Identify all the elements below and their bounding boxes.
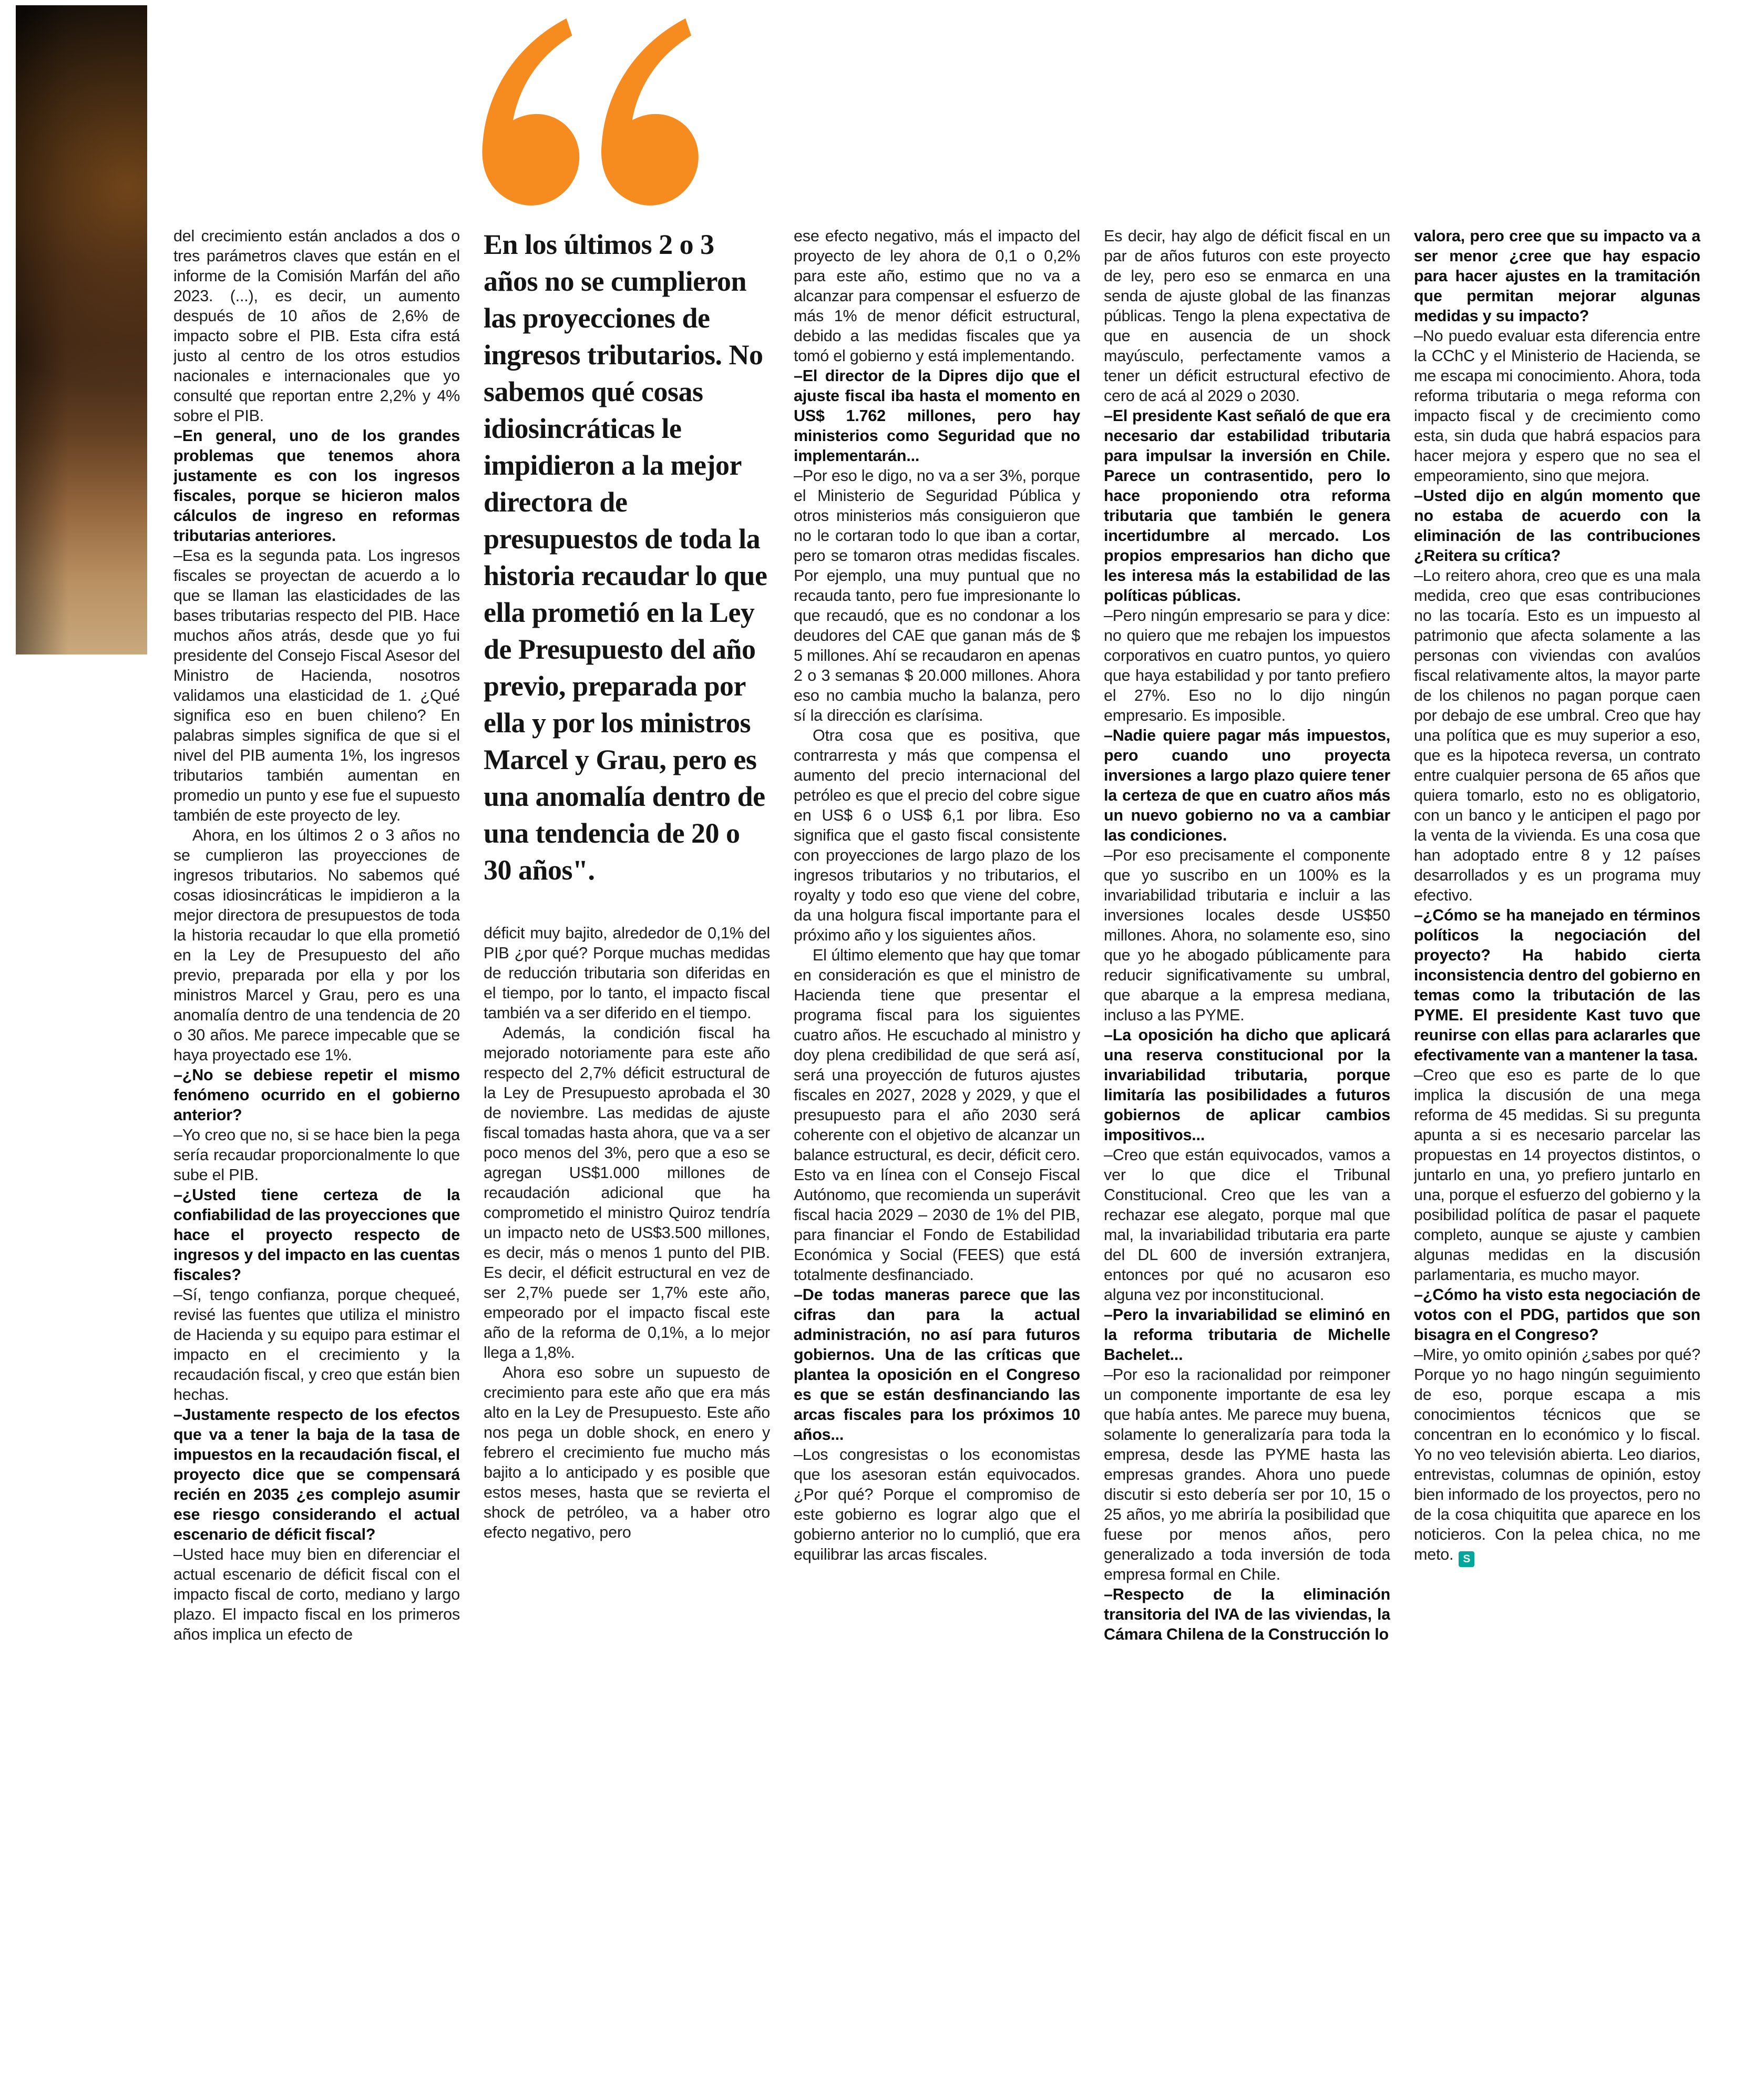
- paragraph: –Por eso precisamente el componente que yo suscribo en un 100% es la invariabilidad tributaria e incluir a las inversiones locales desde US$50 millones. Ahora, no solamente eso, sino que yo he abogado públicamente para reducir significativamente su umbral, que abarque a la empresa mediana, incluso a las PYME.: [1104, 846, 1390, 1024]
- paragraph: –Justamente respecto de los efectos que va a tener la baja de la tasa de impuestos en la recaudación fiscal, el proyecto dice que se compensará recién en 2035 ¿es complejo asumir ese riesgo considerando el actual escenario de déficit fiscal?: [173, 1406, 460, 1543]
- paragraph: –De todas maneras parece que las cifras dan para la actual administración, no así para futuros gobiernos. Una de las críticas que plantea la oposición en el Congreso es que se están desfinanciando las arcas fiscales para los próximos 10 años...: [794, 1286, 1080, 1444]
- paragraph: El último elemento que hay que tomar en consideración es que el ministro de Hacienda tiene que presentar el programa fiscal para los siguientes cuatro años. He escuchado al ministro y doy plena credibilidad de que será así, será una proyección de futuros ajustes fiscales en 2027, 2028 y 2029, y que el presupuesto para el año 2030 será coherente con el objetivo de alcanzar un balance estructural, es decir, déficit cero. Esto va en línea con el Consejo Fiscal Autónomo, que recomienda un superávit fiscal hacia 2029 – 2030 de 1% del PIB, para financiar el Fondo de Estabilidad Económica y Social (FEES) que está totalmente desfinanciado.: [794, 946, 1080, 1284]
- paragraph: –Lo reitero ahora, creo que es una mala medida, creo que esas contribuciones no las tocaría. Esto es un impuesto al patrimonio que afecta solamente a las personas con viviendas con avalúos fiscal relativamente altos, la mayor parte de los chilenos no pagan porque caen por debajo de ese umbral. Creo que hay una política que es muy superior a eso, que es la hipoteca reversa, un contrato entre cualquier persona de 65 años que quiera tomarlo, esto no es obligatorio, con un banco y le anticipen el pago por la venta de la vivienda. Es una cosa que han adoptado entre 8 y 12 países desarrollados y es un programa muy efectivo.: [1414, 567, 1700, 904]
- paragraph: –Mire, yo omito opinión ¿sabes por qué? Porque yo no hago ningún seguimiento de eso, porque escapa a mis conocimientos técnicos que se concentran en lo económico y lo fiscal. Yo no veo televisión abierta. Leo diarios, entrevistas, columnas de opinión, estoy bien informado de los proyectos, pero no de la cosa chiquitita que aparece en los noticieros. Con la pelea chica, no me meto. S: [1414, 1345, 1700, 1567]
- paragraph: –Pero ningún empresario se para y dice: no quiero que me rebajen los impuestos corporativos en cuatro puntos, yo quiero que haya estabilidad y por tanto prefiero el 27%. Eso no lo dijo ningún empresario. Es imposible.: [1104, 607, 1390, 724]
- text-column-4: [1104, 226, 1390, 2063]
- paragraph: valora, pero cree que su impacto va a ser menor ¿cree que hay espacio para hacer ajustes en la tramitación que permitan mejorar algunas medidas y su impacto?: [1414, 227, 1700, 325]
- paragraph: Ahora, en los últimos 2 o 3 años no se cumplieron las proyecciones de ingresos tributarios. No sabemos qué cosas idiosincráticas le impidieron a la mejor directora de presupuestos de toda la historia recaudar lo que ella prometió en la Ley de Presupuesto del año previo, preparada por ella y por los ministros Marcel y Grau, pero es una anomalía dentro de una tendencia de 20 o 30 años. Me parece impecable que se haya proyectado ese 1%.: [173, 826, 460, 1064]
- paragraph: Otra cosa que es positiva, que contrarresta y más que compensa el aumento del precio internacional del petróleo es que el precio del cobre sigue en US$ 6 o US$ 6,1 por libra. Eso significa que el gasto fiscal consistente con proyecciones de largo plazo de los ingresos tributarios y no tributarios, el royalty y todo eso que viene del cobre, da una holgura fiscal importante para el próximo año y los siguientes años.: [794, 726, 1080, 944]
- paragraph: –Esa es la segunda pata. Los ingresos fiscales se proyectan de acuerdo a lo que se llaman las elasticidades de las bases tributarias respecto del PIB. Hace muchos años atrás, desde que yo fui presidente del Consejo Fiscal Asesor del Ministro de Hacienda, nosotros validamos una elasticidad de 1. ¿Qué significa eso en buen chileno? En palabras simples significa de que si el nivel del PIB aumenta 1%, los ingresos tributarios también aumentan en promedio un punto y ese fue el supuesto también de este proyecto de ley.: [173, 547, 460, 824]
- paragraph: –La oposición ha dicho que aplicará una reserva constitucional por la invariabilidad tributaria, porque limitaría las posibilidades a futuros gobiernos de aplicar cambios impositivos...: [1104, 1026, 1390, 1144]
- quote-mark-icon: [473, 9, 702, 220]
- paragraph: –Respecto de la eliminación transitoria del IVA de las viviendas, la Cámara Chilena de la Construcción lo: [1104, 1585, 1390, 1643]
- paragraph: –Por eso le digo, no va a ser 3%, porque el Ministerio de Seguridad Pública y otros ministerios más consiguieron que no le cortaran todo lo que iban a cortar, pero se tomaron otras medidas fiscales. Por ejemplo, una muy puntual que no recauda tanto, pero fue impresionante lo que recaudó, que es no condonar a los deudores del CAE que ganan más de $ 5 millones. Ahí se recaudaron en apenas 2 o 3 semanas $ 20.000 millones. Ahora eso no cambia mucho la balanza, pero sí la dirección es clarísima.: [794, 467, 1080, 724]
- text-column-1: [173, 226, 460, 2063]
- paragraph: Ahora eso sobre un supuesto de crecimiento para este año que era más alto en la Ley de Presupuesto. Este año nos pega un doble shock, en enero y febrero el crecimiento fue mucho más bajito a lo anticipado y es posible que estos meses, hasta que se revierta el shock de petróleo, va a haber otro efecto negativo, pero: [484, 1364, 770, 1541]
- paragraph: Además, la condición fiscal ha mejorado notoriamente para este año respecto del 2,7% déficit estructural de la Ley de Presupuesto aprobada el 30 de noviembre. Las medidas de ajuste fiscal tomadas hasta ahora, que va a ser poco menos del 3%, pero que a eso se agregan US$1.000 millones de recaudación adicional que ha comprometido el ministro Quiroz tendría un impacto neto de US$3.500 millones, es decir, más o menos 1 punto del PIB. Es decir, el déficit estructural en vez de ser 2,7% puede ser 1,7% este año, empeorado por el impacto fiscal este año de la reforma de 0,1%, a lo mejor llega a 1,8%.: [484, 1024, 770, 1362]
- paragraph: –Los congresistas o los economistas que los asesoran están equivocados. ¿Por qué? Porque el compromiso de este gobierno es lograr algo que el gobierno anterior no lo cumplió, que era equilibrar las arcas fiscales.: [794, 1446, 1080, 1563]
- pull-quote: En los últimos 2 o 3 años no se cumplieron las proyecciones de ingresos tributarios. No sabemos qué cosas idiosincráticas le impidieron a la mejor directora de presupuestos de toda la historia recaudar lo que ella prometió en la Ley de Presupuesto del año previo, preparada por ella y por los ministros Marcel y Grau, pero es una anomalía dentro de una tendencia de 20 o 30 años".: [484, 229, 767, 886]
- paragraph: –¿No se debiese repetir el mismo fenómeno ocurrido en el gobierno anterior?: [173, 1066, 460, 1124]
- text-column-2: [484, 226, 770, 2063]
- paragraph: –Por eso la racionalidad por reimponer un componente importante de esa ley que había antes. Me parece muy buena, solamente lo generalizaría para toda la empresa, desde las PYME hasta las empresas grandes. Ahora uno puede discutir si esto debería ser por 10, 15 o 25 años, yo me abriría la posibilidad que fuese por menos años, pero generalizado a toda inversión de toda empresa formal en Chile.: [1104, 1366, 1390, 1583]
- paragraph: –El presidente Kast señaló de que era necesario dar estabilidad tributaria para impulsar la inversión en Chile. Parece un contrasentido, pero lo hace proponiendo otra reforma tributaria que también le genera incertidumbre al mercado. Los propios empresarios han dicho que les interesa más la estabilidad de las políticas públicas.: [1104, 407, 1390, 605]
- paragraph: –Sí, tengo confianza, porque chequeé, revisé las fuentes que utiliza el ministro de Hacienda y su equipo para estimar el impacto en el crecimiento y la recaudación fiscal, y creo que están bien hechas.: [173, 1286, 460, 1404]
- end-of-article-icon: S: [1459, 1551, 1474, 1567]
- paragraph: –¿Cómo se ha manejado en términos políticos la negociación del proyecto? Ha habido cierta inconsistencia dentro del gobierno en temas como la tributación de las PYME. El presidente Kast tuvo que reunirse con ellas para aclararles que efectivamente van a mantener la tasa.: [1414, 906, 1700, 1064]
- paragraph: –¿Usted tiene certeza de la confiabilidad de las proyecciones que hace el proyecto respecto de ingresos y del impacto en las cuentas fiscales?: [173, 1186, 460, 1284]
- paragraph: –Creo que eso es parte de lo que implica la discusión de una mega reforma de 45 medidas. Si su pregunta apunta a si es necesario parcelar las propuestas en 14 proyectos distintos, o juntarlo en una, yo prefiero juntarlo en una, porque el esfuerzo del gobierno y la posibilidad política de pasar el paquete completo, aunque se ajuste y cambien algunas medidas en la discusión parlamentaria, es mucho mayor.: [1414, 1066, 1700, 1284]
- paragraph: ese efecto negativo, más el impacto del proyecto de ley ahora de 0,1 o 0,2% para este año, estimo que no va a alcanzar para compensar el esfuerzo de más 1% de menor déficit estructural, debido a las medidas fiscales que ya tomó el gobierno y está implementando.: [794, 227, 1080, 365]
- paragraph: déficit muy bajito, alrededor de 0,1% del PIB ¿por qué? Porque muchas medidas de reducción tributaria son diferidas en el tiempo, por lo tanto, el impacto fiscal también va a ser diferido en el tiempo.: [484, 924, 770, 1022]
- paragraph: Es decir, hay algo de déficit fiscal en un par de años futuros con este proyecto de ley, pero eso se enmarca en una senda de ajuste global de las finanzas públicas. Tengo la plena expectativa de que en ausencia de un shock mayúsculo, perfectamente vamos a tener un déficit estructural efectivo de cero de acá al 2029 o 2030.: [1104, 227, 1390, 405]
- paragraph: –No puedo evaluar esta diferencia entre la CChC y el Ministerio de Hacienda, se me escapa mi conocimiento. Ahora, toda reforma tributaria o mega reforma con impacto fiscal y de crecimiento como esta, sin duda que habrá espacios para hacer mejora y espero que no sea el empeoramiento, sino que mejora.: [1414, 327, 1700, 485]
- text-column-5: [1414, 226, 1700, 2063]
- paragraph: –Usted dijo en algún momento que no estaba de acuerdo con la eliminación de las contribuciones ¿Reitera su crítica?: [1414, 487, 1700, 565]
- paragraph: del crecimiento están anclados a dos o tres parámetros claves que están en el informe de la Comisión Marfán del año 2023. (...), es decir, un aumento después de 10 años de 2,6% de impacto sobre el PIB. Esta cifra está justo al centro de los otros estudios nacionales e internacionales que yo consulté que reportan entre 2,2% y 4% sobre el PIB.: [173, 227, 460, 425]
- paragraph: –El director de la Dipres dijo que el ajuste fiscal iba hasta el momento en US$ 1.762 millones, pero hay ministerios como Seguridad que no implementarán...: [794, 367, 1080, 465]
- paragraph: –Creo que están equivocados, vamos a ver lo que dice el Tribunal Constitucional. Creo que les van a rechazar ese alegato, porque mal que mal, la invariabilidad tributaria era parte del DL 600 de inversión extranjera, entonces por qué no acusaron eso alguna vez por inconstitucional.: [1104, 1146, 1390, 1304]
- photo: [16, 5, 147, 654]
- paragraph: –Yo creo que no, si se hace bien la pega sería recaudar proporcionalmente lo que sube el PIB.: [173, 1126, 460, 1184]
- paragraph: –¿Cómo ha visto esta negociación de votos con el PDG, partidos que son bisagra en el Congreso?: [1414, 1286, 1700, 1344]
- paragraph: –Nadie quiere pagar más impuestos, pero cuando uno proyecta inversiones a largo plazo quiere tener la certeza de que en cuatro años más un nuevo gobierno no va a cambiar las condiciones.: [1104, 726, 1390, 844]
- paragraph: –En general, uno de los grandes problemas que tenemos ahora justamente es con los ingresos fiscales, porque se hicieron malos cálculos de ingreso en reformas tributarias anteriores.: [173, 427, 460, 545]
- paragraph: –Usted hace muy bien en diferenciar el actual escenario de déficit fiscal con el impacto fiscal de corto, mediano y largo plazo. El impacto fiscal en los primeros años implica un efecto de: [173, 1545, 460, 1643]
- text-column-3: [794, 226, 1080, 2063]
- paragraph: –Pero la invariabilidad se eliminó en la reforma tributaria de Michelle Bachelet...: [1104, 1306, 1390, 1364]
